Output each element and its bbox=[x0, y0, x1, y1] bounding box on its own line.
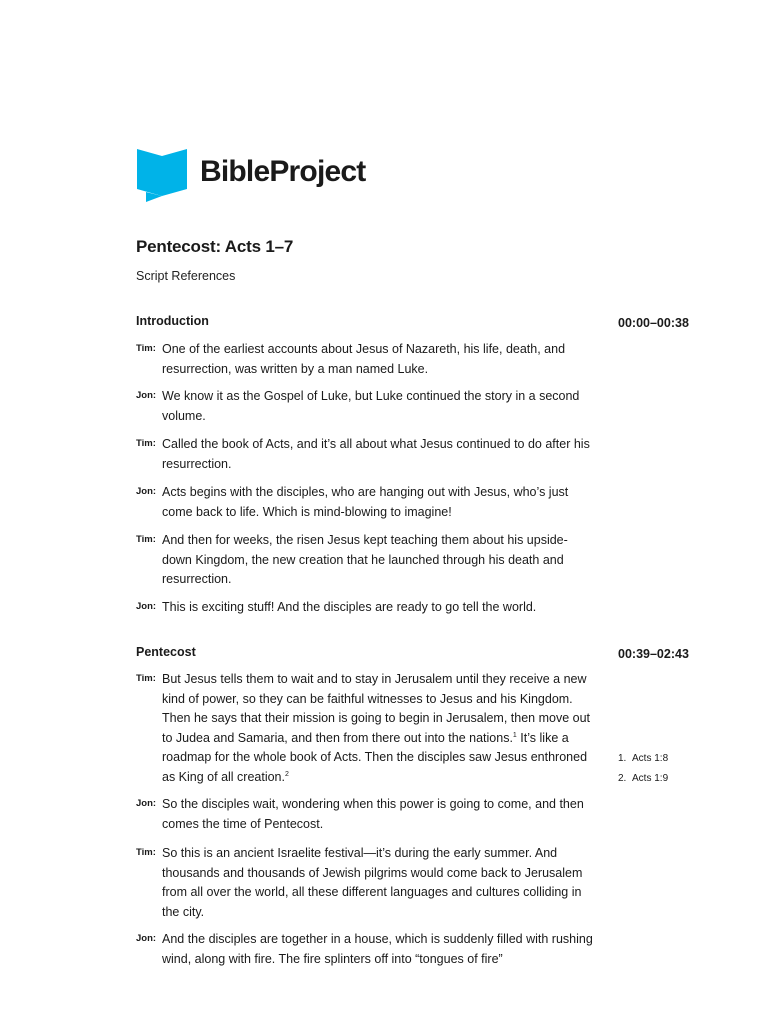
dialogue-text-part: But Jesus tells them to wait and to stay in Jerusalem until they receive a new kind of power, so they can be faithful witnesses to Jesus and his Kingdom. Then he says that their mission is going to begin in Jerusalem, then move out to Judea and Samaria, and then from there out into the nations. bbox=[162, 672, 591, 745]
speaker-label: Jon: bbox=[136, 933, 157, 944]
section-heading-pentecost: Pentecost bbox=[136, 645, 196, 659]
script-line bbox=[136, 844, 596, 922]
brand-logo bbox=[136, 147, 365, 203]
speaker-label: Tim: bbox=[136, 438, 156, 449]
timecode-introduction: 00:00–00:38 bbox=[618, 316, 689, 330]
script-line bbox=[136, 670, 596, 787]
dialogue-text-part: It’s like a roadmap for the whole book of Acts. Then the disciples saw Jesus enthroned as King of all creation. bbox=[162, 730, 588, 784]
script-line bbox=[136, 795, 596, 834]
speaker-label: Jon: bbox=[136, 601, 157, 612]
footnote-marker: 1 bbox=[512, 731, 517, 739]
script-line bbox=[136, 340, 596, 379]
script-line bbox=[136, 483, 596, 522]
speaker-label: Jon: bbox=[136, 390, 157, 401]
speaker-label: Jon: bbox=[136, 486, 157, 497]
dialogue-text: And then for weeks, the risen Jesus kept teaching them about his upside-down Kingdom, the new creation that he launched through his death and resurrection. bbox=[162, 533, 568, 586]
reference-text: Acts 1:8 bbox=[632, 753, 669, 764]
reference-item bbox=[618, 749, 668, 769]
dialogue-text: Acts begins with the disciples, who are hanging out with Jesus, who’s just come back to life. Which is mind-blowing to imagine! bbox=[162, 485, 569, 519]
script-line bbox=[136, 531, 596, 590]
script-line bbox=[136, 387, 596, 426]
speaker-label: Tim: bbox=[136, 673, 156, 684]
script-line bbox=[136, 598, 596, 618]
script-line bbox=[136, 930, 596, 969]
dialogue-text: This is exciting stuff! And the disciples are ready to go tell the world. bbox=[162, 600, 537, 614]
bibleproject-logo-icon bbox=[136, 147, 188, 203]
speaker-label: Jon: bbox=[136, 798, 157, 809]
footnote-marker: 2 bbox=[285, 770, 289, 778]
reference-number: 2. bbox=[618, 773, 627, 784]
section-heading-introduction: Introduction bbox=[136, 314, 209, 328]
brand-name: BibleProject bbox=[200, 155, 366, 188]
dialogue-text: So this is an ancient Israelite festival—it’s during the early summer. And thousands and thousands of Jewish pilgrims would come back to Jerusalem from all over the world, all these different languages and cultures colliding in the city. bbox=[162, 846, 583, 919]
dialogue-text bbox=[162, 670, 596, 787]
dialogue-text: We know it as the Gospel of Luke, but Luke continued the story in a second volume. bbox=[162, 389, 580, 423]
speaker-label: Tim: bbox=[136, 343, 156, 354]
timecode-pentecost: 00:39–02:43 bbox=[618, 647, 689, 661]
document-subtitle: Script References bbox=[136, 269, 236, 283]
dialogue-text: One of the earliest accounts about Jesus of Nazareth, his life, death, and resurrection, was written by a man named Luke. bbox=[162, 342, 566, 376]
reference-text: Acts 1:9 bbox=[632, 773, 669, 784]
script-line bbox=[136, 435, 596, 474]
speaker-label: Tim: bbox=[136, 534, 156, 545]
reference-list bbox=[618, 749, 668, 789]
reference-number: 1. bbox=[618, 753, 627, 764]
dialogue-text: So the disciples wait, wondering when this power is going to come, and then comes the time of Pentecost. bbox=[162, 797, 584, 831]
reference-item bbox=[618, 769, 668, 789]
dialogue-text: Called the book of Acts, and it’s all about what Jesus continued to do after his resurrection. bbox=[162, 437, 590, 471]
speaker-label: Tim: bbox=[136, 847, 156, 858]
document-title: Pentecost: Acts 1–7 bbox=[136, 237, 294, 256]
dialogue-text: And the disciples are together in a house, which is suddenly filled with rushing wind, along with fire. The fire splinters off into “tongues of fire” bbox=[162, 932, 593, 966]
